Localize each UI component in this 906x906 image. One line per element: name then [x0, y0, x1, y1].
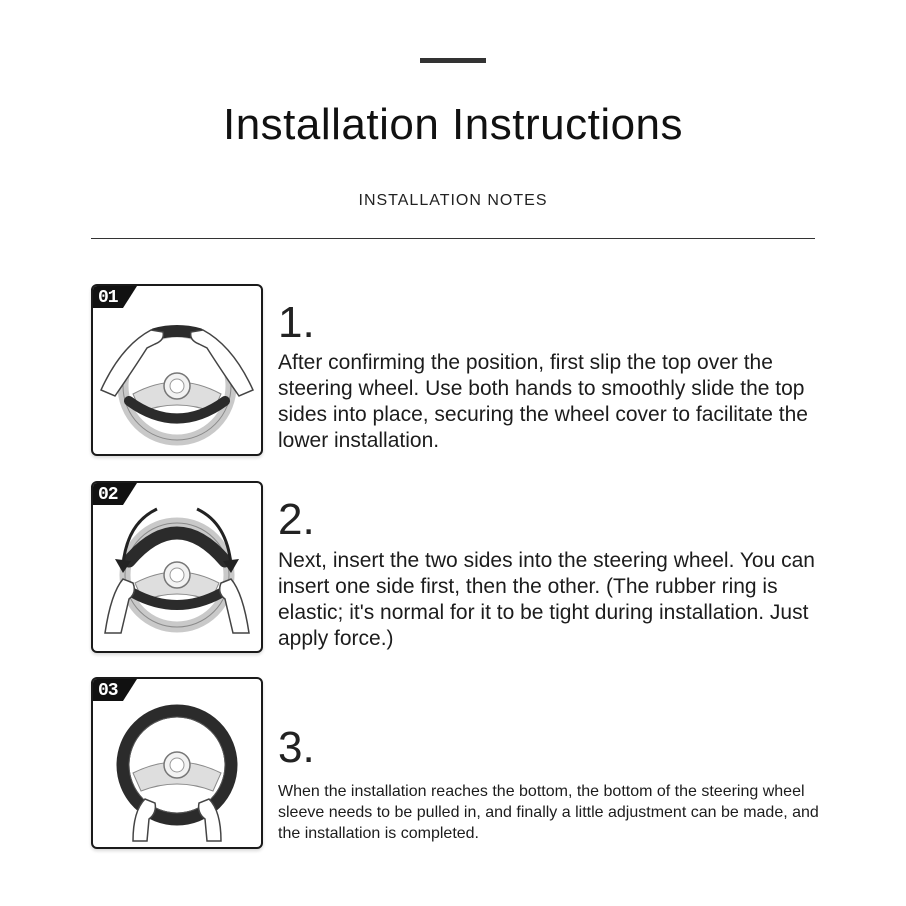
step-1-badge: 01: [98, 288, 118, 308]
step-3-badge: 03: [98, 681, 118, 701]
step-2: [91, 481, 826, 653]
step-2-number: 2.: [278, 495, 315, 544]
top-accent-bar: [420, 58, 486, 63]
step-2-badge: 02: [98, 485, 118, 505]
step-1-number: 1.: [278, 298, 315, 347]
step-3-number: 3.: [278, 723, 315, 772]
steering-wheel-complete-icon: [93, 679, 261, 847]
step-3-illustration: [91, 677, 263, 849]
page-subtitle: INSTALLATION NOTES: [358, 192, 548, 209]
step-1-text: After confirming the position, first slip the top over the steering wheel. Use both hands to smoothly slide the top sides into place, securing the wheel cover to facilitate the lower installation.: [278, 351, 808, 452]
step-2-text: Next, insert the two sides into the steering wheel. You can insert one side first, then the other. (The rubber ring is elastic; it's normal for it to be tight during installation. Just apply force.): [278, 549, 815, 650]
steering-wheel-sides-icon: [93, 483, 261, 651]
step-1-illustration: [91, 284, 263, 456]
step-1: [91, 284, 826, 456]
steering-wheel-top-icon: [93, 286, 261, 454]
step-2-illustration: [91, 481, 263, 653]
step-3-text: When the installation reaches the bottom, the bottom of the steering wheel sleeve needs to be pulled in, and finally a little adjustment can be made, and the installation is completed.: [278, 783, 819, 842]
page-title: Installation Instructions: [222, 100, 684, 149]
header-divider: [91, 238, 815, 239]
step-3: [91, 677, 826, 849]
